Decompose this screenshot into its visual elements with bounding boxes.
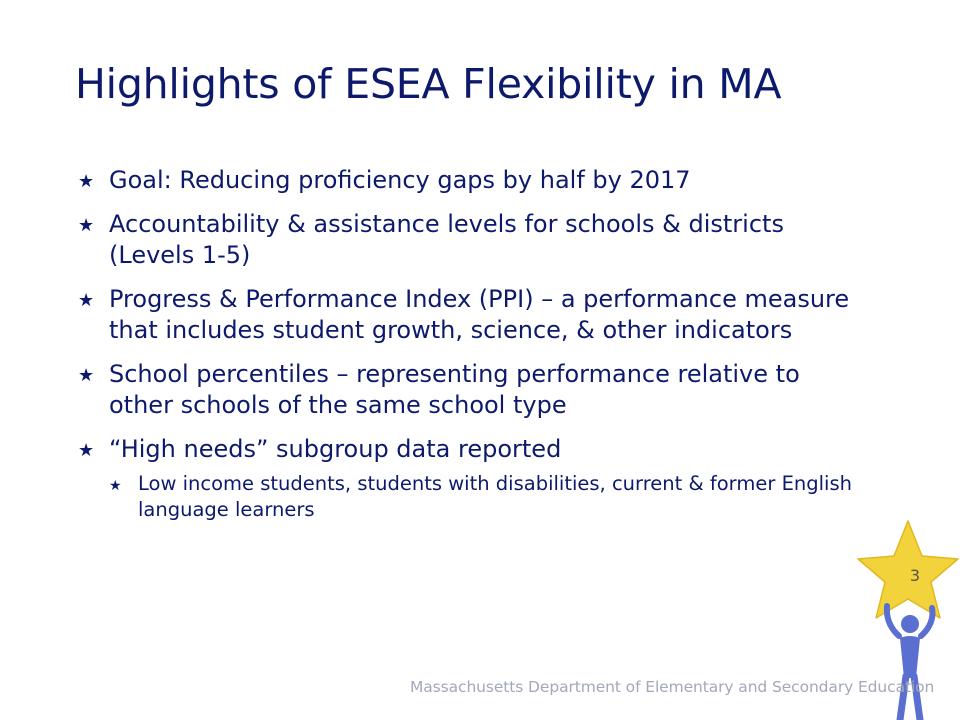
bullet-text: School percentiles – representing performance relative to other schools of the same school type [109,359,800,419]
star-icon: ★ [78,289,95,311]
logo-figure-body [900,636,920,678]
page-number: 3 [909,566,921,585]
logo-figure-right-arm [921,608,933,636]
bullet-item [78,165,868,197]
slide-title: Highlights of ESEA Flexibility in MA [75,60,782,108]
bullet-text: Progress & Performance Index (PPI) – a performance measure that includes student growth, science, & other indicators [109,284,850,344]
star-icon: ★ [78,439,95,461]
star-icon: ★ [78,171,95,192]
bullet-text: “High needs” subgroup data reported [109,434,562,463]
footer-text: Massachusetts Department of Elementary and Secondary Education [410,678,935,696]
logo-figure-head [901,615,919,633]
star-icon: ★ [78,214,95,236]
star-icon: ★ [78,364,95,386]
bullet-item [78,434,868,524]
bullet-item [78,359,868,422]
bullet-text: Goal: Reducing proficiency gaps by half by 2017 [109,166,691,194]
sub-bullet-item [109,471,868,523]
bullet-item [78,209,868,272]
sub-bullet-text: Low income students, students with disabilities, current & former English language learners [138,472,852,521]
bullet-text: Accountability & assistance levels for schools & districts (Levels 1-5) [109,209,784,269]
bullet-item [78,284,868,347]
logo-figure-left-arm [887,606,899,636]
star-icon: ★ [109,478,122,494]
sub-bullet-list [109,471,868,523]
bullet-list [78,165,868,535]
